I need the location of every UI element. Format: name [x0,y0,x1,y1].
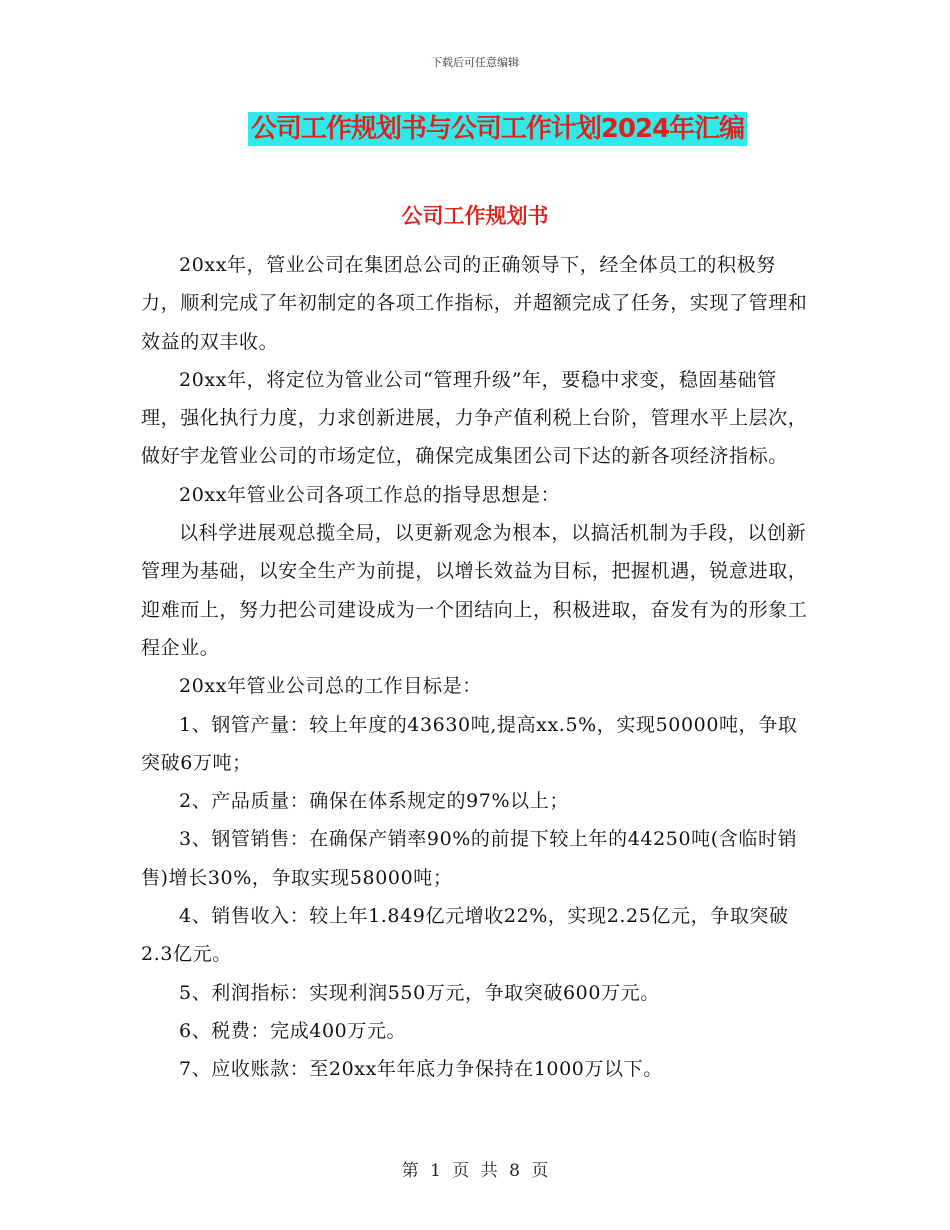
paragraph: 1、钢管产量：较上年度的43630吨,提高xx.5%，实现50000吨，争取突破6万吨； [141,713,798,774]
paragraph: 4、销售收入：较上年1.849亿元增收22%，实现2.25亿元，争取突破2.3亿元。 [141,905,789,966]
paragraph: 2、产品质量：确保在体系规定的97%以上； [179,790,569,813]
document-title-text: 公司工作规划书与公司工作计划2024年汇编 [248,112,747,146]
section-title: 公司工作规划书 [401,204,549,228]
paragraph: 20xx年，管业公司在集团总公司的正确领导下，经全体员工的积极努力，顺利完成了年初制定的各项工作指标，并超额完成了任务，实现了管理和效益的双丰收。 [141,254,808,353]
paragraph: 7、应收账款：至20xx年年底力争保持在1000万以下。 [179,1058,663,1081]
page-number-footer: 第 1 页 共 8 页 [401,1161,549,1181]
page-header-note: 下载后可任意编辑 [431,56,519,69]
paragraph: 20xx年管业公司各项工作总的指导思想是： [179,483,561,506]
paragraph: 3、钢管销售：在确保产销率90%的前提下较上年的44250吨(含临时销售)增长30%，争取实现58000吨； [141,828,798,889]
document-body [141,246,811,1089]
document-title [0,112,950,146]
paragraph: 6、税费：完成400万元。 [179,1019,407,1042]
paragraph: 以科学进展观总揽全局，以更新观念为根本，以搞活机制为手段，以创新管理为基础，以安全生产为前提，以增长效益为目标，把握机遇，锐意进取，迎难而上，努力把公司建设成为一个团结向上，积极进取，奋发有为的形象工程企业。 [141,522,808,659]
paragraph: 5、利润指标：实现利润550万元，争取突破600万元。 [179,981,660,1004]
paragraph: 20xx年，将定位为管业公司“管理升级”年，要稳中求变，稳固基础管理，强化执行力度，力求创新进展，力争产值利税上台阶，管理水平上层次，做好宇龙管业公司的市场定位，确保完成集团公司下达的新各项经济指标。 [141,368,808,468]
paragraph: 20xx年管业公司总的工作目标是： [179,675,482,698]
